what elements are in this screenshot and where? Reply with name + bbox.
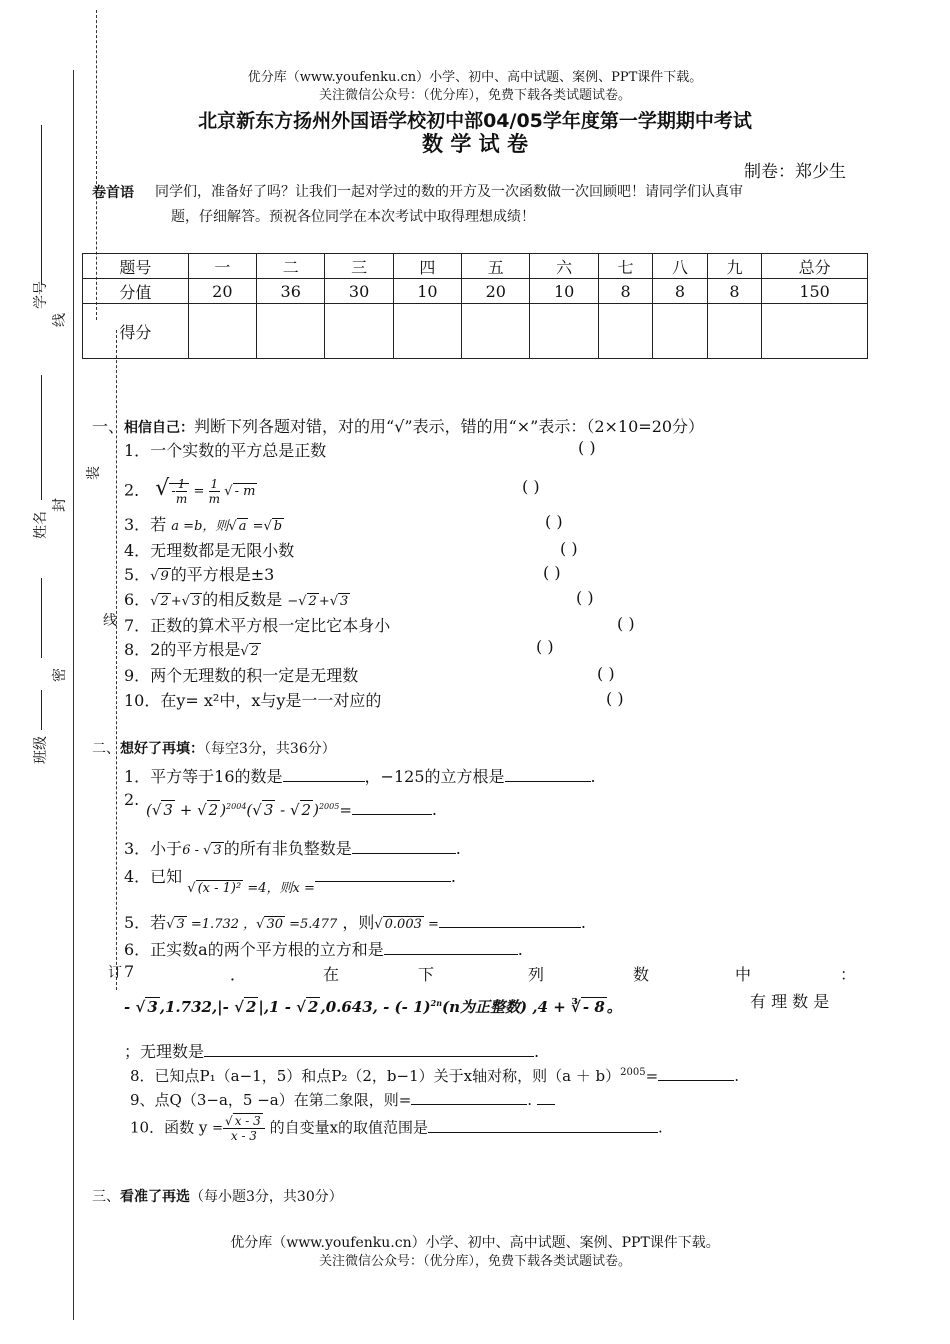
section2-title: 想好了再填： <box>120 741 204 757</box>
score-input-cell[interactable] <box>762 304 868 359</box>
score-input-cell[interactable] <box>257 304 325 359</box>
table-cell: 八 <box>653 254 707 279</box>
header-line-2: 关注微信公众号：（优分库），免费下载各类试题试卷。 <box>318 88 631 103</box>
answer-paren[interactable]: ( ) <box>545 512 563 531</box>
exam-title: 北京新东方扬州外国语学校初中部04/05学年度第一学期期中考试 <box>198 110 752 132</box>
math-expression: √ 2 +√ 3 <box>150 594 201 609</box>
section2-desc: （每空3分，共36分） <box>204 741 336 757</box>
math-expression: √ 3 =1.732 ，√ 30 =5.477 <box>166 917 338 932</box>
header-line-1: 优分库（www.youfenku.cn）小学、初中、高中试题、案例、PPT课件下载。 <box>247 70 703 85</box>
answer-blank[interactable] <box>352 837 456 854</box>
math-expression: (√ 3 + √ 2 )$^{2004}$(√ 3 - √ 2 )$^{2005}$= <box>146 801 352 819</box>
answer-blank[interactable] <box>537 1088 555 1105</box>
fill-item-7-expr <box>124 996 622 1017</box>
score-input-cell[interactable] <box>653 304 707 359</box>
math-expression: 6 - √ 3 <box>182 843 222 858</box>
judge-item-1: 1．一个实数的平方总是正数 <box>124 441 327 460</box>
answer-blank[interactable] <box>428 1116 658 1133</box>
binding-solid-line <box>73 70 74 1320</box>
answer-paren[interactable]: ( ) <box>543 563 561 582</box>
score-table-header-row <box>83 254 868 279</box>
table-cell: 七 <box>598 254 652 279</box>
score-table <box>82 253 868 359</box>
table-cell: 30 <box>325 279 393 304</box>
table-cell: 8 <box>598 279 652 304</box>
answer-blank[interactable] <box>204 1040 534 1057</box>
table-cell: 九 <box>707 254 761 279</box>
fill-item-7-word: 7 <box>124 962 135 981</box>
score-input-cell[interactable] <box>325 304 393 359</box>
answer-paren[interactable]: ( ) <box>522 477 540 496</box>
section3-title: 看准了再选 <box>120 1189 190 1205</box>
table-cell: 三 <box>325 254 393 279</box>
table-cell: 150 <box>762 279 868 304</box>
judge-item-2: 2． √ - $\frac{1}{m}$ = $\frac{1}{m}$ √ - m <box>124 476 256 506</box>
score-input-cell[interactable] <box>393 304 461 359</box>
section1-title: 相信自己： <box>124 420 195 436</box>
section2-num: 二、 <box>92 741 120 757</box>
preface-line-1: 同学们，准备好了吗？让我们一起对学过的数的开方及一次函数做一次回顾吧！请同学们认真审 <box>155 184 743 200</box>
table-cell: 一 <box>188 254 256 279</box>
fill-item-1: 1．平方等于16的数是 ，−125的立方根是 . <box>124 767 596 786</box>
exam-subtitle: 数 学 试 卷 <box>422 132 528 156</box>
side-label-banji: 班级 <box>33 736 49 764</box>
section3-desc: （每小题3分，共30分） <box>190 1189 343 1205</box>
fill-item-7-word: 下 <box>418 965 435 984</box>
answer-blank[interactable] <box>352 798 432 815</box>
answer-blank[interactable] <box>411 1088 527 1105</box>
math-expression: √ - $\frac{1}{m}$ = $\frac{1}{m}$ √ - m <box>155 476 256 506</box>
score-input-cell[interactable] <box>530 304 598 359</box>
answer-blank[interactable] <box>658 1064 734 1081</box>
table-cell: 分值 <box>83 279 189 304</box>
section3-heading <box>92 1186 343 1206</box>
side-label-xian2: 线 <box>103 613 117 629</box>
fill-item-7-word: 在 <box>323 965 340 984</box>
underline-feng <box>41 578 42 658</box>
fill-item-5: 5．若√ 3 =1.732 ，√ 30 =5.477 ，则√ 0.003 = . <box>124 913 586 932</box>
answer-paren[interactable]: ( ) <box>560 539 578 558</box>
math-expression: √ 9 <box>150 569 169 584</box>
table-cell: 五 <box>462 254 530 279</box>
preface-label: 卷首语 <box>92 185 134 201</box>
section3-num: 三、 <box>92 1189 120 1205</box>
table-cell: 8 <box>707 279 761 304</box>
answer-paren[interactable]: ( ) <box>578 438 596 457</box>
answer-paren[interactable]: ( ) <box>576 588 594 607</box>
fill-item-7-word: 中 <box>735 965 752 984</box>
score-table-value-row <box>83 279 868 304</box>
side-label-ding: 订 <box>108 965 122 981</box>
section2-heading <box>92 738 336 758</box>
fill-item-7-word: ： <box>840 965 857 984</box>
math-expression: = $\frac{√ x - 3}{x - 3}$ <box>212 1114 265 1143</box>
judge-item-4: 4．无理数都是无限小数 <box>124 541 295 560</box>
table-cell: 六 <box>530 254 598 279</box>
fill-item-4: 4．已知 $_{√ (x - 1)^2 =4,则x =}$. <box>124 867 456 896</box>
underline-xingming <box>41 375 42 500</box>
side-label-mi: 密 <box>52 668 68 682</box>
table-cell: 20 <box>188 279 256 304</box>
score-input-cell[interactable] <box>462 304 530 359</box>
side-label-zhuang: 装 <box>86 466 102 480</box>
fill-item-7b: ；无理数是 . <box>124 1042 540 1061</box>
table-cell: 题号 <box>83 254 189 279</box>
math-expression: √ 2 <box>240 644 259 659</box>
table-cell: 36 <box>257 279 325 304</box>
fill-item-7-tail: 有 理 数 是 <box>750 992 830 1011</box>
table-cell: 20 <box>462 279 530 304</box>
math-expression: - √ 3 ,1.732,|- √ 2 |,1 - √ 2 ,0.643, - (- 1)$^{2n}$(n为正整数) ,4 + ∛ - 8 。 <box>124 998 622 1016</box>
score-input-cell[interactable] <box>598 304 652 359</box>
table-cell: 得分 <box>83 304 189 359</box>
section1-heading <box>92 414 704 437</box>
answer-blank[interactable] <box>283 765 365 782</box>
fill-item-7-word: ． <box>230 965 247 984</box>
fill-item-9: 9、点Q（3−a，5 −a）在第二象限，则= . <box>130 1088 555 1110</box>
table-cell: 8 <box>653 279 707 304</box>
answer-paren[interactable]: ( ) <box>606 689 624 708</box>
table-cell: 四 <box>393 254 461 279</box>
fill-item-8: 8．已知点P₁（a−1，5）和点P₂（2，b−1）关于x轴对称，则$(a + b)^{2005}=$ . <box>130 1064 739 1086</box>
judge-item-5: 5．√ 9 的平方根是±3 <box>124 565 275 584</box>
table-cell: 10 <box>393 279 461 304</box>
preface-line-2: 题，仔细解答。预祝各位同学在本次考试中取得理想成绩！ <box>171 209 535 225</box>
answer-blank[interactable] <box>315 865 451 882</box>
fill-item-3: 3．小于6 - √ 3 的所有非负整数是 . <box>124 839 461 858</box>
table-cell: 总分 <box>762 254 868 279</box>
table-cell: 二 <box>257 254 325 279</box>
answer-blank[interactable] <box>439 911 581 928</box>
math-expression: √ 0.003 = <box>374 917 439 932</box>
section1-num: 一、 <box>92 417 125 436</box>
answer-blank[interactable] <box>505 765 591 782</box>
math-expression: a =b，则√ a =√ b <box>171 519 283 534</box>
section1-desc: 判断下列各题对错，对的用“√”表示，错的用“×”表示：（2×10=20分） <box>194 417 705 436</box>
answer-paren[interactable]: ( ) <box>617 614 635 633</box>
score-table-score-row <box>83 304 868 359</box>
fill-item-7-word: 数 <box>633 965 650 984</box>
judge-item-3: 3．若 a =b，则√ a =√ b <box>124 515 283 534</box>
answer-paren[interactable]: ( ) <box>597 664 615 683</box>
score-input-cell[interactable] <box>188 304 256 359</box>
fill-item-2-expr: (√ 3 + √ 2 )$^{2004}$(√ 3 - √ 2 )$^{2005}$= . <box>146 800 437 819</box>
underline-banji <box>41 690 42 730</box>
math-expression: √ (x - 1)² =4，则x = <box>187 881 315 896</box>
table-cell: 10 <box>530 279 598 304</box>
answer-blank[interactable] <box>384 938 518 955</box>
judge-item-9: 9．两个无理数的积一定是无理数 <box>124 666 359 685</box>
fill-item-7-word: 列 <box>528 965 545 984</box>
judge-item-7: 7．正数的算术平方根一定比它本身小 <box>124 616 391 635</box>
side-label-xingming: 姓名 <box>33 511 49 539</box>
fill-item-6: 6．正实数a的两个平方根的立方和是 . <box>124 940 523 959</box>
answer-paren[interactable]: ( ) <box>536 637 554 656</box>
footer-line-2: 关注微信公众号：（优分库），免费下载各类试题试卷。 <box>318 1254 631 1269</box>
math-expression: −√ 2 +√ 3 <box>287 594 349 609</box>
side-label-feng: 封 <box>52 498 68 512</box>
judge-item-10: 10．在y= x²中，x与y是一一对应的 <box>124 691 382 710</box>
fill-item-2: 2. <box>124 790 140 809</box>
judge-item-6: 6．√ 2 +√ 3 的相反数是 −√ 2 +√ 3 <box>124 590 349 609</box>
score-input-cell[interactable] <box>707 304 761 359</box>
footer-line-1: 优分库（www.youfenku.cn）小学、初中、高中试题、案例、PPT课件下载。 <box>230 1235 720 1251</box>
judge-item-8: 8．2的平方根是√ 2 <box>124 640 259 659</box>
side-label-xian: 线 <box>52 313 68 327</box>
side-label-xuehao: 学号 <box>33 281 49 309</box>
exam-author: 制卷：郑少生 <box>744 162 846 182</box>
fill-item-10: 10．函数 y = $\frac{√ x - 3}{x - 3}$ 的自变量x的取值范围是 . <box>130 1114 663 1143</box>
